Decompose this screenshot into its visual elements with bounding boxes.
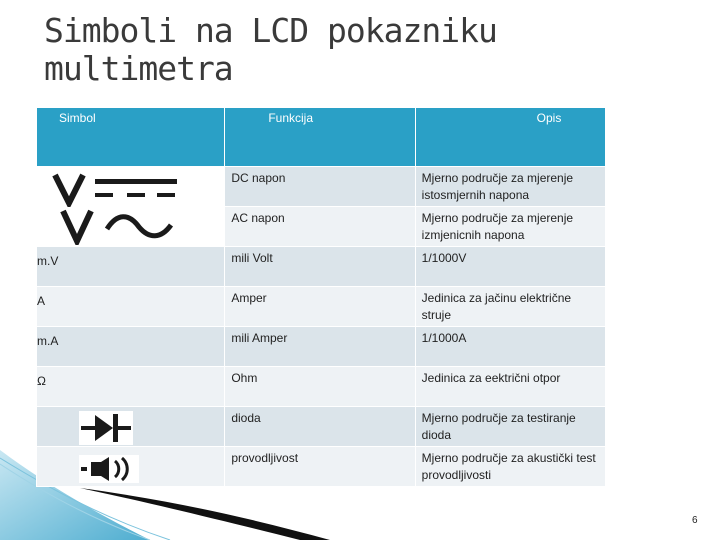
function-cell: Ohm xyxy=(225,367,415,407)
diode-icon xyxy=(79,411,133,445)
symbol-cell xyxy=(37,327,225,367)
description-cell: Mjerno područje za testiranje dioda xyxy=(415,407,605,447)
table-row xyxy=(37,407,606,447)
function-cell: Amper xyxy=(225,287,415,327)
symbol-cell xyxy=(37,207,225,247)
header-symbol: Simbol xyxy=(37,108,225,167)
table-row xyxy=(37,447,606,487)
slide-title: Simboli na LCD pokazniku multimetra xyxy=(44,11,497,88)
description-cell: Jedinica za eektrični otpor xyxy=(415,367,605,407)
table-header-row xyxy=(37,108,606,167)
header-description: Opis xyxy=(415,108,605,167)
symbol-cell xyxy=(37,167,225,207)
symbol-cell xyxy=(37,407,225,447)
description-cell: Jedinica za jačinu električne struje xyxy=(415,287,605,327)
table-row xyxy=(37,367,606,407)
table-row xyxy=(37,327,606,367)
function-cell: provodljivost xyxy=(225,447,415,487)
description-cell: Mjerno područje za mjerenje istosmjernih napona xyxy=(415,167,605,207)
function-cell: mili Volt xyxy=(225,247,415,287)
table-row xyxy=(37,207,606,247)
symbol-cell xyxy=(37,367,225,407)
function-cell: AC napon xyxy=(225,207,415,247)
symbol-cell xyxy=(37,447,225,487)
dc-voltage-icon xyxy=(51,169,181,207)
table-row xyxy=(37,247,606,287)
description-cell: Mjerno područje za akustički test provodljivosti xyxy=(415,447,605,487)
symbol-text: A xyxy=(37,294,46,308)
symbol-cell xyxy=(37,287,225,327)
symbol-text: m.V xyxy=(37,254,59,268)
table-row xyxy=(37,167,606,207)
function-cell: dioda xyxy=(225,407,415,447)
description-cell: 1/1000V xyxy=(415,247,605,287)
symbol-cell xyxy=(37,247,225,287)
symbols-table xyxy=(36,107,606,487)
function-cell: mili Amper xyxy=(225,327,415,367)
slide-number: 6 xyxy=(692,515,698,526)
symbol-text: Ω xyxy=(37,374,46,388)
description-cell: Mjerno područje za mjerenje izmjenicnih napona xyxy=(415,207,605,247)
header-function: Funkcija xyxy=(225,108,415,167)
symbol-text: m.A xyxy=(37,334,59,348)
description-cell: 1/1000A xyxy=(415,327,605,367)
table-row xyxy=(37,287,606,327)
ac-voltage-icon xyxy=(59,207,179,245)
continuity-buzzer-icon xyxy=(79,455,139,483)
function-cell: DC napon xyxy=(225,167,415,207)
